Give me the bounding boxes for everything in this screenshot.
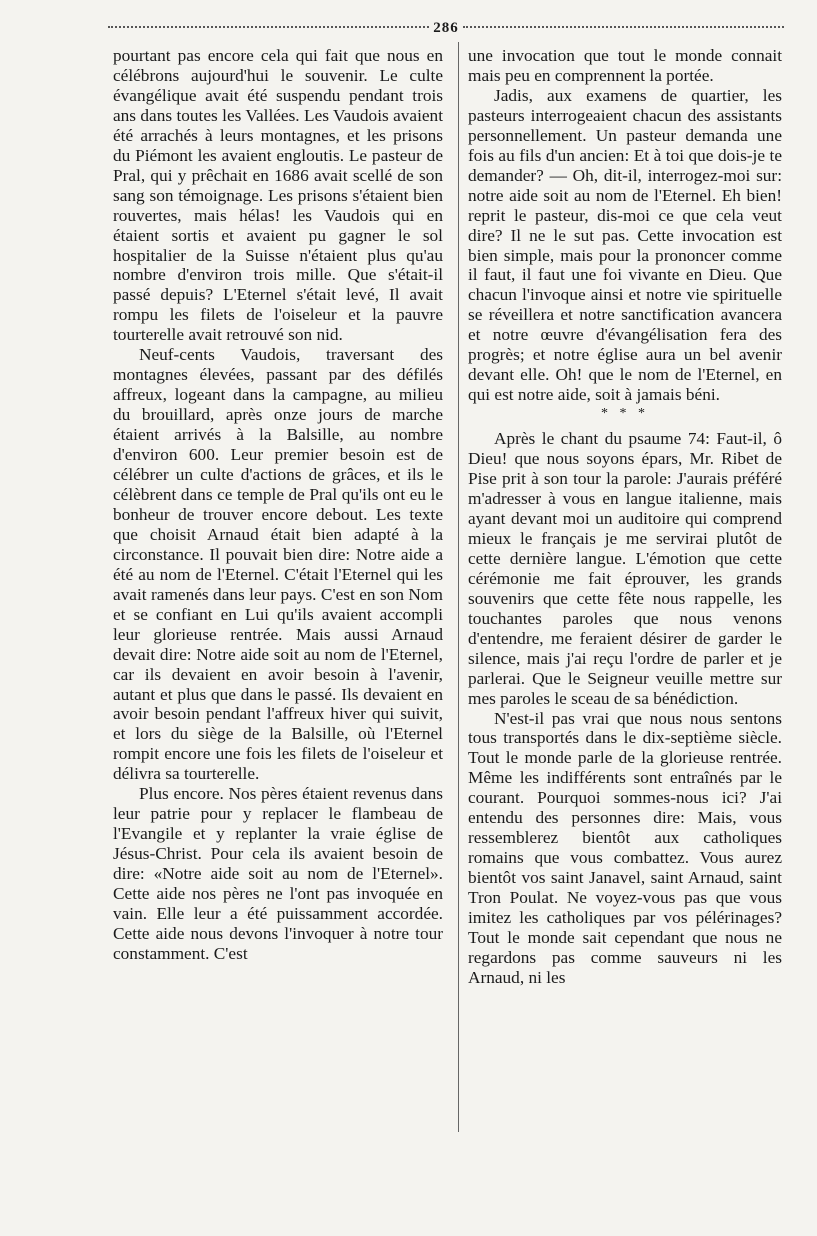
paragraph: pourtant pas encore cela qui fait que nous en célébrons aujourd'hui le souvenir. Le culte évangélique avait été suspendu pendant trois ans dans toutes les Vallées. Les Vaudois avaient été arrachés à leurs montagnes, et les prisons du Piémont les avaient engloutis. Le pasteur de Pral, qui y prêchait en 1686 avait scellé de son sang son témoignage. Les prisons s'étaient bien rouvertes, mais hélas! les Vaudois qui en étaient sortis et avaient pu gagner le sol hospitalier de la Suisse n'étaient plus qu'au nombre d'environ trois mille. Que s'était-il passé depuis? L'Eternel s'était levé, Il avait rompu les filets de l'oiseleur et la pauvre tourterelle avait retrouvé son nid. [113,46,443,345]
column-divider [458,42,459,1132]
paragraph: une invocation que tout le monde connait mais peu en comprennent la portée. [468,46,782,85]
paragraph: N'est-il pas vrai que nous nous sentons tous transportés dans le dix-septième siècle. Tout le monde parle de la glorieuse rentrée. Même les indifférents sont entraînés par le courant. Pourquoi sommes-nous ici? J'ai entendu des personnes dire: Mais, vous ressemblerez bientôt aux catholiques romains que vous combattez. Vous aurez bientôt vos saint Janavel, saint Arnaud, saint Tron Poulat. Ne voyez-vous pas que vous imitez les catholiques par vos pélérinages? Tout le monde sait cependant que nous ne regardons pas comme sauveurs ni les Arnaud, ni les [468,708,782,987]
section-separator: * * * [601,406,649,422]
header-ornament-left [108,26,429,34]
right-column [468,46,782,988]
header-ornament-right [463,26,784,34]
paragraph: Neuf-cents Vaudois, traversant des montagnes élevées, passant par des défilés affreux, logeant dans la campagne, au milieu du brouillard, après onze jours de marche étaient arrivés à la Balsille, au nombre d'environ 600. Leur premier besoin est de célébrer un culte d'actions de grâces, et ils le célèbrent dans ce temple de Pral qu'ils ont eu le bonheur de trouver encore debout. Les texte que choisit Arnaud était bien adapté à la circonstance. Il pouvait bien dire: Notre aide a été au nom de l'Eternel. C'était l'Eternel qui les avait ramenés dans leur pays. C'est en son Nom et se confiant en Lui qu'ils avaient accompli leur glorieuse rentrée. Mais aussi Arnaud devait dire: Notre aide soit au nom de l'Eternel, car ils devaient en avoir besoin à l'avenir, autant et plus que dans le passé. Ils devaient en avoir besoin pendant l'affreux hiver qui suivit, et lors du siège de la Balsille, où l'Eternel rompit encore une fois les filets de l'oiseleur et délivra sa tourterelle. [113,345,443,784]
paragraph: Plus encore. Nos pères étaient revenus dans leur patrie pour y replacer le flambeau de l'Evangile et y replanter la vraie église de Jésus-Christ. Pour cela ils avaient besoin de dire: «Notre aide soit au nom de l'Eternel». Cette aide nos pères ne l'ont pas invoquée en vain. Elle leur a été puissamment accordée. Cette aide nous devons l'invoquer à notre tour constamment. C'est [113,784,443,963]
left-column [113,46,443,964]
page-header [108,18,784,38]
paragraph: Jadis, aux examens de quartier, les pasteurs interrogeaient chacun des assistants personnellement. Un pasteur demanda une fois au fils d'un ancien: Et à toi que dois-je te demander? — Oh, dit-il, interrogez-moi sur: notre aide soit au nom de l'Eternel. Eh bien! reprit le pasteur, dis-moi ce que cela veut dire? Il ne le sut pas. Cette invocation est bien simple, mais pour la prononcer comme il faut, il faut une foi vivante en Dieu. Que chacun l'invoque ainsi et notre vie spirituelle se réveillera et notre sanctification avancera et notre œuvre d'évangélisation fera des progrès; et notre église aura un bel avenir devant elle. Oh! que le nom de l'Eternel, en qui est notre aide, soit à jamais béni. [468,85,782,405]
page-number: 286 [433,19,459,36]
paragraph: Après le chant du psaume 74: Faut-il, ô Dieu! que nous soyons épars, Mr. Ribet de Pise prit à son tour la parole: J'aurais préféré m'adresser à vous en langue italienne, mais ayant devant moi un auditoire qui comprend mieux le français je me servirai plutôt de cette dernière langue. L'émotion que cette cérémonie me fait éprouver, les grands souvenirs que cette fête nous rappelle, les touchantes paroles que nous venons d'entendre, me feraient désirer de garder le silence, mais j'ai reçu l'ordre de parler et je parlerai. Que le Seigneur veuille mettre sur mes paroles le sceau de sa bénédiction. [468,429,782,708]
